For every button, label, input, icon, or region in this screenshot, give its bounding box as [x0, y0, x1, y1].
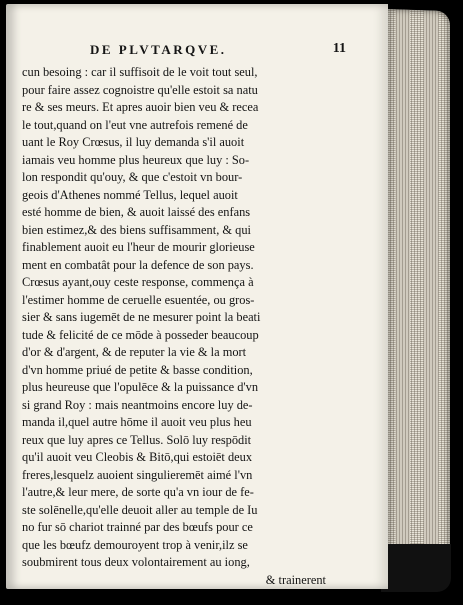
text-line: iamais veu homme plus heureux que luy : So-: [22, 152, 250, 167]
text-line: tude & felicité de ce mōde à posseder beaucoup: [22, 327, 259, 342]
text-line: qu'il auoit veu Cleobis & Bitō,qui estoiēt deux: [22, 450, 253, 464]
page-edge-texture: [384, 9, 450, 575]
text-line: Crœsus ayant,ouy ceste response, commença à: [22, 275, 254, 289]
text-line: l'autre,& leur mere, de sorte qu'a vn iour de fe-: [22, 485, 254, 499]
text-line: freres,lesquelz auoient singulieremēt aimé l'vn: [22, 467, 253, 482]
text-line: plus heureuse que l'opulēce & la puissance d'vn: [22, 380, 259, 394]
text-line: pour faire assez cognoistre qu'elle estoit sa natu: [22, 82, 258, 97]
body-text: [22, 64, 334, 589]
text-line: uant le Roy Crœsus, il luy demanda s'il auoit: [22, 135, 245, 149]
text-line: ste solēnelle,qu'elle deuoit aller au temple de Iu: [22, 502, 258, 517]
printed-page: [6, 4, 388, 589]
text-line: que les bœufz demouroyent trop à venir,ilz se: [22, 537, 248, 552]
text-line: d'or & d'argent, & de reputer la vie & la mort: [22, 345, 247, 359]
text-line: ment en combatât pour la defence de son pays.: [22, 257, 254, 272]
page-header: [62, 40, 352, 62]
text-line: geois d'Athenes nommé Tellus, lequel auoit: [22, 187, 238, 202]
page-number: 11: [332, 41, 346, 56]
text-line: manda il,quel autre hōme il auoit veu plus heu: [22, 415, 252, 429]
text-line: finablement auoit eu l'heur de mourir glorieuse: [22, 240, 255, 254]
text-line: re & ses meurs. Et apres auoir bien veu & recea: [22, 100, 259, 114]
text-line: d'vn homme priué de petite & basse condition,: [22, 362, 253, 377]
text-line: esté homme de bien, & auoit laissé des enfans: [22, 205, 251, 219]
text-line: sier & sans iugemēt de ne mesurer point la beati: [22, 310, 261, 324]
text-line: cun besoing : car il suffisoit de le voit tout seul,: [22, 65, 258, 79]
catchword-line: & trainerent: [265, 572, 326, 587]
text-line: no fur sō chariot trainné par des bœufs pour ce: [22, 520, 253, 534]
text-line: le tout,quand on l'eut vne autrefois remené de: [22, 117, 248, 132]
text-line: l'estimer homme de ceruelle esuentée, ou gros-: [22, 292, 255, 307]
text-line: reux que luy apres ce Tellus. Solō luy respōdit: [22, 432, 252, 447]
book-shadow: [381, 544, 451, 592]
text-line: lon respondit qu'ouy, & que c'estoit vn bour-: [22, 170, 243, 184]
open-book: [6, 4, 458, 589]
text-line: bien estimez,& des biens suffisamment, & qui: [22, 222, 251, 237]
running-title: DE PLVTARQVE.: [90, 42, 227, 57]
text-line: soubmirent tous deux volontairement au iong,: [22, 555, 250, 569]
text-line: si grand Roy : mais neantmoins encore luy de-: [22, 397, 253, 412]
